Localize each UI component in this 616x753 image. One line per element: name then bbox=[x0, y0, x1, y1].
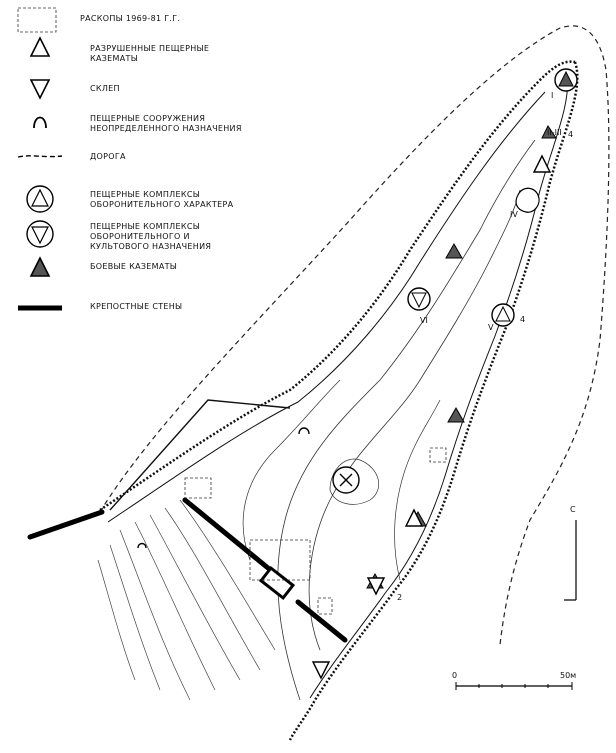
cave-complex-IV bbox=[516, 188, 539, 212]
fortress-walls bbox=[30, 500, 345, 640]
legend-circle-triangle-icon bbox=[27, 186, 53, 212]
legend-arch-icon bbox=[34, 118, 46, 129]
label-complex-II-III: II-III bbox=[547, 128, 562, 137]
north-label: С bbox=[570, 505, 576, 514]
legend-inverted-triangle-icon bbox=[31, 80, 49, 98]
legend-label-fortress-walls: КРЕПОСТНЫЕ СТЕНЫ bbox=[90, 302, 183, 311]
excavation-areas bbox=[18, 8, 446, 614]
church-ruin bbox=[333, 467, 359, 493]
legend-road-symbol bbox=[18, 156, 62, 157]
legend-circle-inverted-triangle-icon bbox=[27, 221, 53, 247]
cave-complex-I bbox=[555, 69, 577, 91]
scale-bar bbox=[452, 671, 576, 690]
contour-line bbox=[309, 190, 520, 650]
label-complex-VI: VI bbox=[420, 316, 428, 325]
label-casemate-2: 2 bbox=[397, 593, 403, 602]
legend-triangle-icon bbox=[31, 38, 49, 56]
legend-filled-triangle-icon bbox=[31, 258, 49, 276]
crypts bbox=[313, 578, 384, 678]
west-slope-hatching bbox=[98, 500, 275, 700]
east-cliff-edge bbox=[290, 62, 577, 740]
legend-label-destroyed-casemates: РАЗРУШЕННЫЕ ПЕЩЕРНЫЕ КАЗЕМАТЫ bbox=[90, 44, 210, 63]
legend-label-battle-casemates: БОЕВЫЕ КАЗЕМАТЫ bbox=[90, 262, 178, 271]
scale-max: 50м bbox=[560, 671, 577, 680]
cave-complex-V bbox=[492, 304, 514, 326]
east-cliff-inner bbox=[310, 70, 568, 698]
legend-label-defensive-cult-complexes: ПЕЩЕРНЫЕ КОМПЛЕКСЫ ОБОРОНИТЕЛЬНОГО И КУЛЬТОВОГО НАЗНАЧЕНИЯ bbox=[90, 222, 212, 251]
label-casemate-4a: 4 bbox=[520, 315, 526, 324]
label-complex-V: V bbox=[488, 323, 494, 332]
north-arrow bbox=[564, 505, 576, 600]
legend-label-cave-undetermined: ПЕЩЕРНЫЕ СООРУЖЕНИЯ НЕОПРЕДЕЛЕННОГО НАЗНАЧЕНИЯ bbox=[90, 114, 242, 133]
contour-line bbox=[395, 400, 440, 580]
scale-zero: 0 bbox=[452, 671, 458, 680]
legend-label-defensive-complexes: ПЕЩЕРНЫЕ КОМПЛЕКСЫ ОБОРОНИТЕЛЬНОГО ХАРАКТЕРА bbox=[90, 190, 234, 209]
label-complex-I: I bbox=[551, 91, 554, 100]
legend-label-crypt: СКЛЕП bbox=[90, 84, 120, 93]
label-casemate-4: 4 bbox=[568, 130, 574, 139]
label-complex-IV: IV bbox=[510, 210, 518, 219]
legend-symbols bbox=[18, 38, 62, 308]
gate-tower bbox=[261, 568, 293, 598]
legend-label-road: ДОРОГА bbox=[90, 152, 126, 161]
cave-complex-VI bbox=[408, 288, 430, 310]
legend-label-excavations: РАСКОПЫ 1969-81 Г.Г. bbox=[80, 14, 181, 23]
thin-wall-north bbox=[110, 400, 290, 510]
